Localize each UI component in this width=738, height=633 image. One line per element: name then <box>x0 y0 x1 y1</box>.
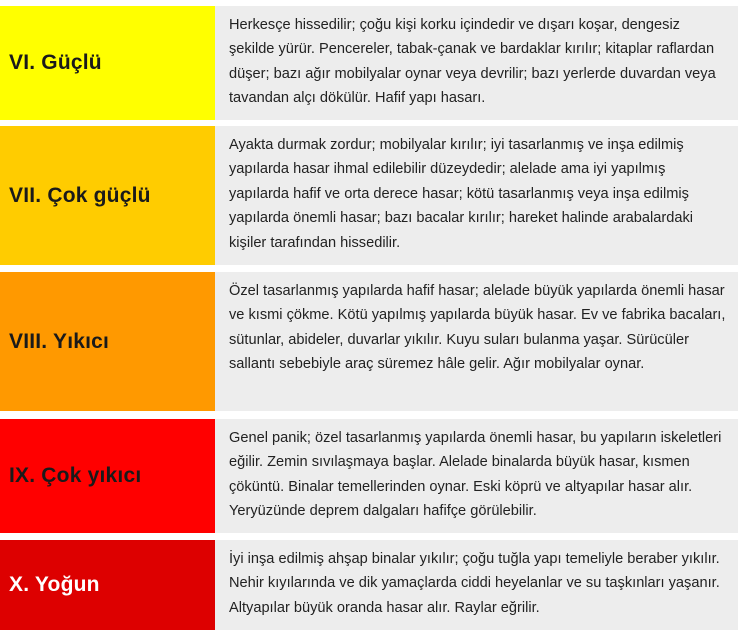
table-row <box>0 272 738 411</box>
intensity-level-label: VI. Güçlü <box>0 6 215 120</box>
intensity-description: Özel tasarlanmış yapılarda hafif hasar; alelade büyük yapılarda önemli hasar ve kısmi çökme. Kötü yapılmış yapılarda büyük hasar. Ev ve fabrika bacaları, sütunlar, abideler, duvarlar yıkılır. Kuyu suları bulanma yaşar. Sürücüler sallantı sebebiyle araç süremez hâle gelir. Ağır mobilyalar oynar. <box>215 272 738 411</box>
table-row <box>0 540 738 630</box>
intensity-level-label: VII. Çok güçlü <box>0 126 215 265</box>
intensity-description: Genel panik; özel tasarlanmış yapılarda önemli hasar, bu yapıların iskeletleri eğilir. Zemin sıvılaşmaya başlar. Alelade binalarda büyük hasar, kısmen çöküntü. Binalar temellerinden oynar. Eski köprü ve altyapılar hasar alır. Yeryüzünde deprem dalgaları hafifçe görülebilir. <box>215 419 738 533</box>
intensity-level-label: X. Yoğun <box>0 540 215 630</box>
intensity-description: Herkesçe hissedilir; çoğu kişi korku içindedir ve dışarı koşar, dengesiz şekilde yürür. Pencereler, tabak-çanak ve bardaklar kırılır; kitaplar raflardan düşer; bazı ağır mobilyalar oynar veya devrilir; bazı yerlerde duvardan veya tavandan alçı dökülür. Hafif yapı hasarı. <box>215 6 738 120</box>
intensity-description: Ayakta durmak zordur; mobilyalar kırılır; iyi tasarlanmış ve inşa edilmiş yapılarda hasar ihmal edilebilir düzeydedir; alelade ama iyi yapılmış yapılarda hafif ve orta derece hasar; kötü tasarlanmış veya inşa edilmiş yapılarda önemli hasar; bazı bacalar kırılır; hareket halinde arabalardaki kişiler tarafından hissedilir. <box>215 126 738 265</box>
table-row <box>0 6 738 120</box>
intensity-description: İyi inşa edilmiş ahşap binalar yıkılır; çoğu tuğla yapı temeliyle beraber yıkılır. Nehir kıyılarında ve dik yamaçlarda ciddi heyelanlar ve su taşkınları yaşanır. Altyapılar büyük oranda hasar alır. Raylar eğrilir. <box>215 540 738 630</box>
intensity-level-label: VIII. Yıkıcı <box>0 272 215 411</box>
table-row <box>0 419 738 533</box>
table-row <box>0 126 738 265</box>
intensity-level-label: IX. Çok yıkıcı <box>0 419 215 533</box>
